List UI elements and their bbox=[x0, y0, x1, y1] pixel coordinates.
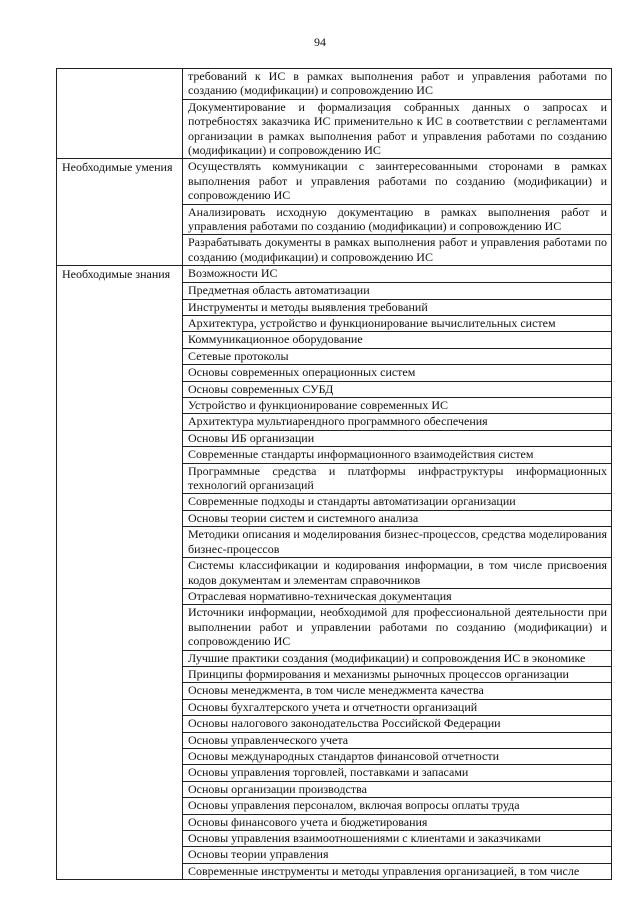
table-row bbox=[57, 510, 612, 526]
row-label-cell bbox=[57, 765, 183, 781]
row-content-cell: Основы управления взаимоотношениями с клиентами и заказчиками bbox=[183, 831, 612, 847]
row-label-cell bbox=[57, 605, 183, 650]
table-row bbox=[57, 204, 612, 235]
table-row bbox=[57, 666, 612, 682]
row-content-cell: Предметная область автоматизации bbox=[183, 283, 612, 299]
row-content-cell: Основы управленческого учета bbox=[183, 732, 612, 748]
row-label-cell bbox=[57, 863, 183, 879]
table-row bbox=[57, 605, 612, 650]
row-content-cell: Основы менеджмента, в том числе менеджмента качества bbox=[183, 683, 612, 699]
table-row bbox=[57, 814, 612, 830]
row-content-cell: Основы теории систем и системного анализа bbox=[183, 510, 612, 526]
row-content-cell: Анализировать исходную документацию в рамках выполнения работ и управления работами по созданию (модификации) и сопровождению ИС bbox=[183, 204, 612, 235]
table-row bbox=[57, 365, 612, 381]
row-content-cell: Архитектура мультиарендного программного обеспечения bbox=[183, 414, 612, 430]
row-content-cell: Инструменты и методы выявления требований bbox=[183, 299, 612, 315]
row-label-cell bbox=[57, 558, 183, 589]
row-content-cell: Архитектура, устройство и функционирование вычислительных систем bbox=[183, 316, 612, 332]
table-row bbox=[57, 159, 612, 204]
row-label-cell bbox=[57, 204, 183, 235]
table-row bbox=[57, 732, 612, 748]
row-label-cell bbox=[57, 365, 183, 381]
table-row bbox=[57, 748, 612, 764]
row-content-cell: Методики описания и моделирования бизнес-процессов, средства моделирования бизнес-процессов bbox=[183, 527, 612, 558]
row-label-cell: Необходимые умения bbox=[57, 159, 183, 204]
row-label-cell bbox=[57, 348, 183, 364]
table-row bbox=[57, 650, 612, 666]
row-label-cell bbox=[57, 398, 183, 414]
table-row bbox=[57, 847, 612, 863]
row-content-cell: Основы управления торговлей, поставками и запасами bbox=[183, 765, 612, 781]
row-content-cell: Основы налогового законодательства Российской Федерации bbox=[183, 716, 612, 732]
row-label-cell bbox=[57, 798, 183, 814]
row-label-cell bbox=[57, 683, 183, 699]
table-row bbox=[57, 235, 612, 266]
row-content-cell: Основы финансового учета и бюджетирования bbox=[183, 814, 612, 830]
row-label-cell bbox=[57, 699, 183, 715]
table-row bbox=[57, 765, 612, 781]
row-content-cell: Разрабатывать документы в рамках выполнения работ и управления работами по созданию (модификации) и сопровождению ИС bbox=[183, 235, 612, 266]
row-content-cell: Основы современных операционных систем bbox=[183, 365, 612, 381]
row-label-cell bbox=[57, 748, 183, 764]
table-row bbox=[57, 414, 612, 430]
table-row bbox=[57, 283, 612, 299]
row-content-cell: Отраслевая нормативно-техническая документация bbox=[183, 588, 612, 604]
row-label-cell bbox=[57, 814, 183, 830]
row-label-cell bbox=[57, 716, 183, 732]
row-label-cell bbox=[57, 69, 183, 100]
row-content-cell: Лучшие практики создания (модификации) и сопровождения ИС в экономике bbox=[183, 650, 612, 666]
row-label-cell bbox=[57, 447, 183, 463]
table-row bbox=[57, 781, 612, 797]
row-label-cell bbox=[57, 316, 183, 332]
row-content-cell: Основы организации производства bbox=[183, 781, 612, 797]
row-label-cell bbox=[57, 847, 183, 863]
table-row bbox=[57, 99, 612, 159]
row-content-cell: Основы современных СУБД bbox=[183, 381, 612, 397]
table-row bbox=[57, 266, 612, 283]
table-row bbox=[57, 430, 612, 446]
row-label-cell bbox=[57, 463, 183, 494]
row-content-cell: Коммуникационное оборудование bbox=[183, 332, 612, 348]
row-label-cell bbox=[57, 299, 183, 315]
table-row bbox=[57, 588, 612, 604]
table-row bbox=[57, 332, 612, 348]
row-content-cell: Современные стандарты информационного взаимодействия систем bbox=[183, 447, 612, 463]
row-label-cell bbox=[57, 381, 183, 397]
row-content-cell: Основы теории управления bbox=[183, 847, 612, 863]
row-label-cell bbox=[57, 235, 183, 266]
row-content-cell: Современные подходы и стандарты автоматизации организации bbox=[183, 494, 612, 510]
row-content-cell: Сетевые протоколы bbox=[183, 348, 612, 364]
row-content-cell: Устройство и функционирование современных ИС bbox=[183, 398, 612, 414]
table-row bbox=[57, 69, 612, 100]
row-content-cell: Источники информации, необходимой для профессиональной деятельности при выполнении работ и управлении работами по созданию (модификации) и сопровождению ИС bbox=[183, 605, 612, 650]
table-row bbox=[57, 716, 612, 732]
row-content-cell: Документирование и формализация собранных данных о запросах и потребностях заказчика ИС применительно к ИС в соответствии с регламентами организации в рамках выполнения работ и управления работами по созданию (модификации) и сопровождению ИС bbox=[183, 99, 612, 159]
row-content-cell: Основы бухгалтерского учета и отчетности организаций bbox=[183, 699, 612, 715]
table-row bbox=[57, 447, 612, 463]
row-content-cell: Основы управления персоналом, включая вопросы оплаты труда bbox=[183, 798, 612, 814]
table-row bbox=[57, 381, 612, 397]
row-label-cell bbox=[57, 527, 183, 558]
row-label-cell bbox=[57, 732, 183, 748]
row-content-cell: Системы классификации и кодирования информации, в том числе присвоения кодов документам и элементам справочников bbox=[183, 558, 612, 589]
row-label-cell bbox=[57, 99, 183, 159]
row-content-cell: Основы международных стандартов финансовой отчетности bbox=[183, 748, 612, 764]
row-label-cell bbox=[57, 588, 183, 604]
row-content-cell: Принципы формирования и механизмы рыночных процессов организации bbox=[183, 666, 612, 682]
table-row bbox=[57, 683, 612, 699]
row-content-cell: требований к ИС в рамках выполнения работ и управления работами по созданию (модификации) и сопровождению ИС bbox=[183, 69, 612, 100]
table-row bbox=[57, 558, 612, 589]
row-label-cell bbox=[57, 283, 183, 299]
table-row bbox=[57, 299, 612, 315]
table-row bbox=[57, 699, 612, 715]
table-row bbox=[57, 316, 612, 332]
row-content-cell: Современные инструменты и методы управления организацией, в том числе bbox=[183, 863, 612, 879]
row-content-cell: Программные средства и платформы инфраструктуры информационных технологий организаций bbox=[183, 463, 612, 494]
row-content-cell: Основы ИБ организации bbox=[183, 430, 612, 446]
competency-table bbox=[56, 68, 612, 880]
table-row bbox=[57, 348, 612, 364]
row-label-cell bbox=[57, 414, 183, 430]
row-label-cell bbox=[57, 781, 183, 797]
row-label-cell bbox=[57, 494, 183, 510]
row-label-cell bbox=[57, 666, 183, 682]
row-label-cell bbox=[57, 510, 183, 526]
table-row bbox=[57, 398, 612, 414]
row-label-cell: Необходимые знания bbox=[57, 266, 183, 283]
row-label-cell bbox=[57, 650, 183, 666]
page-number: 94 bbox=[314, 35, 326, 49]
row-label-cell bbox=[57, 831, 183, 847]
table-row bbox=[57, 463, 612, 494]
row-content-cell: Возможности ИС bbox=[183, 266, 612, 283]
table-row bbox=[57, 798, 612, 814]
table-row bbox=[57, 494, 612, 510]
table-row bbox=[57, 527, 612, 558]
table-row bbox=[57, 831, 612, 847]
row-label-cell bbox=[57, 430, 183, 446]
table-row bbox=[57, 863, 612, 879]
row-label-cell bbox=[57, 332, 183, 348]
row-content-cell: Осуществлять коммуникации с заинтересованными сторонами в рамках выполнения работ и управления работами по созданию (модификации) и сопровождению ИС bbox=[183, 159, 612, 204]
